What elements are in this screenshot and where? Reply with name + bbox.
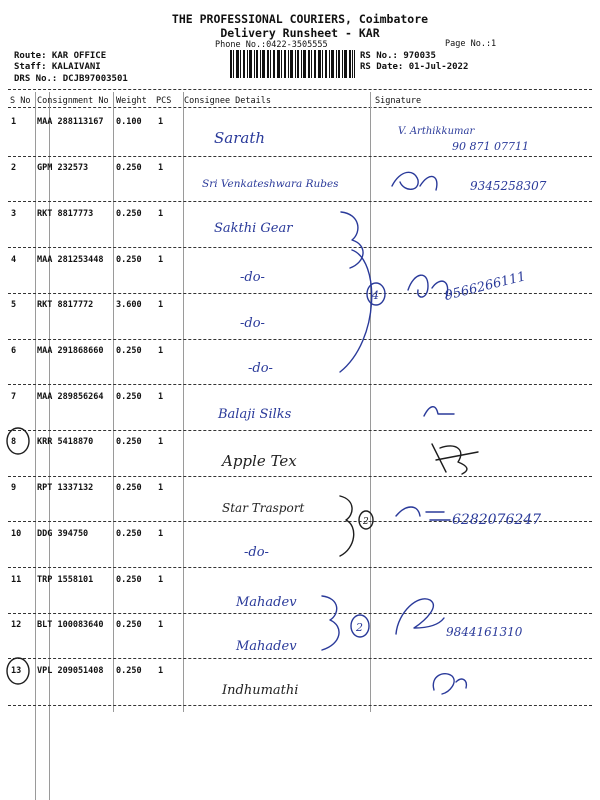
- row-consignment: KRR 5418870: [37, 437, 94, 447]
- row-weight: 3.600: [116, 300, 142, 310]
- signature-scribble: [396, 507, 450, 520]
- row-pcs: 1: [158, 117, 164, 127]
- row-pcs: 1: [158, 300, 164, 310]
- row-divider: [8, 339, 592, 340]
- column-divider: [35, 92, 36, 800]
- row-consignment: DDG 394750: [37, 529, 89, 539]
- bracket-mark: [340, 250, 372, 372]
- circled-count-label: 2: [356, 621, 363, 634]
- circled-count-label: 4: [372, 289, 379, 302]
- row-sno: 12: [11, 620, 22, 630]
- phone-hand-1: 90 871 07711: [452, 140, 529, 153]
- consignee-hand-12: Mahadev: [236, 639, 297, 654]
- row-weight: 0.250: [116, 209, 142, 219]
- row-weight: 0.250: [116, 529, 142, 539]
- row-consignment: TRP 1558101: [37, 575, 94, 585]
- row-consignment: GPM 232573: [37, 163, 89, 173]
- row-divider: [8, 384, 592, 385]
- row-pcs: 1: [158, 483, 164, 493]
- row-weight: 0.250: [116, 392, 142, 402]
- consignee-hand-13: Indhumathi: [222, 683, 299, 698]
- phone-hand-2: 9345258307: [470, 179, 547, 193]
- rs-number: RS No.: 970035: [360, 51, 436, 61]
- row-pcs: 1: [158, 620, 164, 630]
- row-pcs: 1: [158, 209, 164, 219]
- row-weight: 0.250: [116, 437, 142, 447]
- row-weight: 0.250: [116, 346, 142, 356]
- row-sno: 8: [11, 437, 17, 447]
- row-sno: 9: [11, 483, 17, 493]
- column-header-consignment: Consignment No: [37, 96, 109, 106]
- column-divider: [370, 92, 371, 712]
- consignee-hand-9: Star Trasport: [222, 501, 305, 515]
- column-divider: [183, 92, 184, 712]
- row-divider: [8, 521, 592, 522]
- row-divider: [8, 613, 592, 614]
- consignee-hand-1: Sarath: [214, 129, 266, 147]
- row-sno: 2: [11, 163, 17, 173]
- company-title: THE PROFESSIONAL COURIERS, Coimbatore: [171, 12, 429, 26]
- bracket-mark: [340, 496, 354, 556]
- row-divider: [8, 201, 592, 202]
- row-consignment: RKT 8817772: [37, 300, 94, 310]
- row-pcs: 1: [158, 392, 164, 402]
- row-sno: 3: [11, 209, 17, 219]
- row-consignment: MAA 288113167: [37, 117, 104, 127]
- phone-hand-4: 6282076247: [452, 512, 542, 528]
- row-consignment: RPT 1337132: [37, 483, 94, 493]
- row-sno: 13: [11, 666, 22, 676]
- row-divider: [8, 705, 592, 706]
- runsheet-subtitle: Delivery Runsheet - KAR: [220, 26, 380, 40]
- table-top-rule: [8, 89, 592, 90]
- column-header-sno: S No: [10, 96, 31, 106]
- row-weight: 0.250: [116, 255, 142, 265]
- row-consignment: MAA 289856264: [37, 392, 104, 402]
- column-header-weight: Weight: [116, 96, 147, 106]
- row-pcs: 1: [158, 666, 164, 676]
- row-weight: 0.250: [116, 483, 142, 493]
- bracket-mark: [322, 596, 339, 650]
- row-weight: 0.250: [116, 163, 142, 173]
- row-sno: 1: [11, 117, 17, 127]
- row-pcs: 1: [158, 529, 164, 539]
- row-sno: 11: [11, 575, 22, 585]
- rs-date: RS Date: 01-Jul-2022: [360, 62, 469, 72]
- consignee-hand-11: Mahadev: [236, 595, 297, 610]
- barcode-image: [230, 50, 355, 78]
- column-divider: [113, 92, 114, 712]
- row-sno: 4: [11, 255, 17, 265]
- circled-count-label: 2: [363, 517, 369, 527]
- column-header-consignee: Consignee Details: [184, 96, 271, 106]
- consignee-hand-6: -do-: [248, 361, 273, 376]
- signature-scribble: [424, 407, 454, 416]
- row-divider: [8, 567, 592, 568]
- signature-name-1: V. Arthikkumar: [398, 126, 475, 137]
- row-consignment: BLT 100083640: [37, 620, 104, 630]
- column-header-pcs: PCS: [156, 96, 172, 106]
- header-bottom-rule: [8, 107, 592, 108]
- drs-number: DRS No.: DCJB97003501: [14, 74, 128, 84]
- row-consignment: VPL 209051408: [37, 666, 104, 676]
- consignee-hand-5: -do-: [240, 316, 265, 331]
- row-pcs: 1: [158, 575, 164, 585]
- row-divider: [8, 247, 592, 248]
- row-pcs: 1: [158, 346, 164, 356]
- page-number: Page No.:1: [445, 39, 497, 49]
- row-divider: [8, 156, 592, 157]
- consignee-hand-7: Balaji Silks: [218, 407, 292, 422]
- row-pcs: 1: [158, 437, 164, 447]
- consignee-hand-4: -do-: [240, 270, 265, 285]
- row-weight: 0.250: [116, 666, 142, 676]
- row-weight: 0.250: [116, 575, 142, 585]
- phone-hand-5: 9844161310: [446, 625, 523, 639]
- row-sno: 6: [11, 346, 17, 356]
- row-divider: [8, 293, 592, 294]
- row-divider: [8, 430, 592, 431]
- consignee-hand-3: Sakthi Gear: [214, 221, 293, 236]
- signature-scribble: [433, 674, 466, 694]
- row-sno: 10: [11, 529, 22, 539]
- consignee-hand-8: Apple Tex: [222, 452, 297, 470]
- route-label: Route: KAR OFFICE: [14, 51, 107, 61]
- row-divider: [8, 476, 592, 477]
- signature-scribble: [392, 172, 437, 190]
- signature-scribble: [408, 275, 448, 298]
- row-weight: 0.100: [116, 117, 142, 127]
- row-divider: [8, 658, 592, 659]
- row-consignment: MAA 291868660: [37, 346, 104, 356]
- signature-scribble: [396, 599, 444, 634]
- phone-number: Phone No.:0422-3505555: [215, 40, 328, 50]
- row-sno: 7: [11, 392, 17, 402]
- column-header-signature: Signature: [375, 96, 422, 106]
- bracket-mark: [341, 212, 363, 268]
- row-consignment: RKT 8817773: [37, 209, 94, 219]
- row-sno: 5: [11, 300, 17, 310]
- row-consignment: MAA 281253448: [37, 255, 104, 265]
- circled-count-mark: [351, 615, 369, 637]
- row-pcs: 1: [158, 255, 164, 265]
- staff-label: Staff: KALAIVANI: [14, 62, 101, 72]
- row-pcs: 1: [158, 163, 164, 173]
- consignee-hand-2: Sri Venkateshwara Rubes: [202, 178, 339, 190]
- row-weight: 0.250: [116, 620, 142, 630]
- signature-scribble: [432, 444, 478, 474]
- consignee-hand-10: -do-: [244, 545, 269, 560]
- phone-hand-3: 9566266111: [443, 269, 528, 304]
